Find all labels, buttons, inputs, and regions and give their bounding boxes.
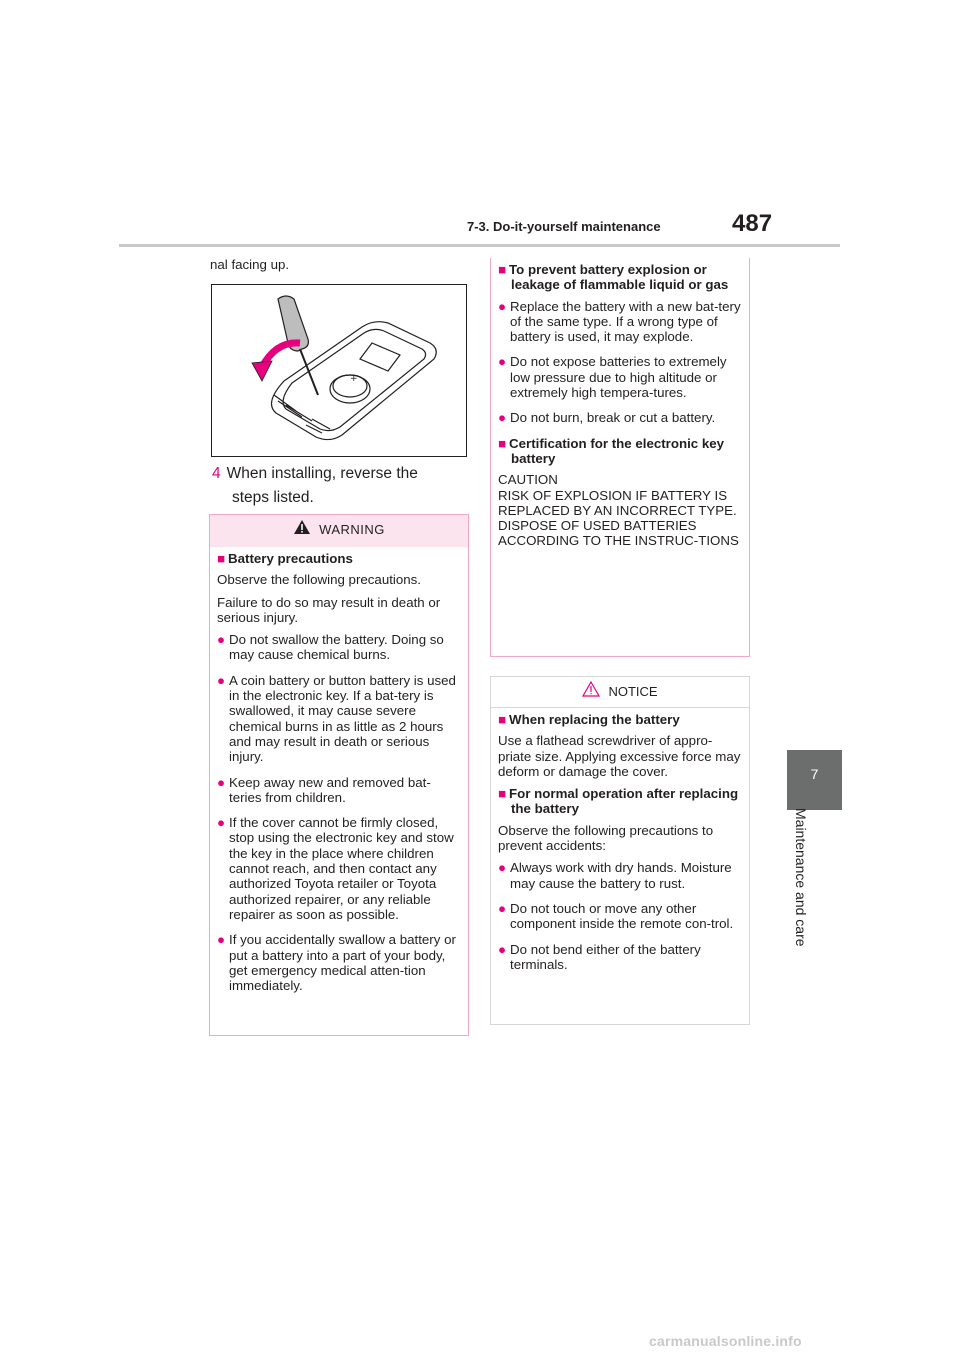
warning-title: WARNING <box>319 522 385 537</box>
caution-label: CAUTION <box>498 472 558 488</box>
list-item: ● If the cover cannot be firmly closed, stop using the electronic key and stow the key in the place where children cannot reach, and then contact any authorized Toyota retailer or Toyota authorized repairer, or any reliable repairer as soon as possible. <box>217 815 454 922</box>
notice-paragraph-1: Use a flathead screwdriver of appro-priate size. Applying excessive force may deform or damage the cover. <box>498 733 741 779</box>
svg-text:+: + <box>350 374 358 384</box>
bullet-icon: ● <box>498 410 507 426</box>
square-bullet-icon: ■ <box>498 262 507 277</box>
square-bullet-icon: ■ <box>498 712 507 727</box>
step-text-line1: When installing, reverse the <box>226 465 418 482</box>
explosion-heading: ■ To prevent battery explosion or leakage of flammable liquid or gas <box>498 262 729 293</box>
step-number: 4 <box>212 465 221 482</box>
warning-paragraph-1: Observe the following precautions. <box>217 572 421 588</box>
square-bullet-icon: ■ <box>217 551 226 566</box>
bullet-icon: ● <box>498 354 507 370</box>
warning-heading: ■ Battery precautions <box>217 551 353 566</box>
list-item: ● Replace the battery with a new bat-tery of the same type. If a wrong type of battery is used, it may explode. <box>498 298 741 345</box>
bullet-icon: ● <box>498 900 507 916</box>
list-item: ● Keep away new and removed bat-teries from children. <box>217 774 431 805</box>
watermark: carmanualsonline.info <box>649 1333 802 1349</box>
bullet-icon: ● <box>498 941 507 957</box>
square-bullet-icon: ■ <box>498 786 507 802</box>
chapter-number: 7 <box>810 766 819 782</box>
page-number: 487 <box>732 210 773 237</box>
list-item: ● If you accidentally swallow a battery or put a battery into a part of your body, get emergency medical atten-tion immediately. <box>217 932 456 994</box>
square-bullet-icon: ■ <box>498 435 507 451</box>
notice-heading-2: ■ For normal operation after replacing the battery <box>498 786 739 817</box>
warning-triangle-icon <box>293 516 311 546</box>
warning-paragraph-2: Failure to do so may result in death or serious injury. <box>217 594 441 625</box>
warning-box <box>209 514 469 1036</box>
notice-paragraph-2: Observe the following precautions to prevent accidents: <box>498 822 714 854</box>
list-item: ● A coin battery or button battery is used in the electronic key. If a bat-tery is swallowed, it may cause severe chemical burns in as little as 2 hours and may result in death or serious injury. <box>217 672 456 765</box>
bullet-icon: ● <box>217 672 226 688</box>
bullet-icon: ● <box>217 815 226 831</box>
key-fob-illustration <box>212 285 466 456</box>
list-item: ● Do not bend either of the battery terminals. <box>498 941 701 972</box>
section-title: 7-3. Do-it-yourself maintenance <box>467 219 661 234</box>
warning-header <box>210 515 468 547</box>
step-text-line2: steps listed. <box>232 489 314 506</box>
bullet-icon: ● <box>217 932 226 948</box>
notice-box <box>490 676 750 1025</box>
chapter-title-text: Maintenance and care <box>793 808 809 947</box>
warning-box-continued <box>490 258 750 657</box>
battery-replacement-illustration <box>211 284 467 457</box>
chapter-tab <box>787 750 842 810</box>
list-item: ● Do not expose batteries to extremely low pressure due to high altitude or extremely high tempera-tures. <box>498 354 727 401</box>
notice-title: NOTICE <box>608 684 658 699</box>
step-4 <box>212 462 472 510</box>
bullet-icon: ● <box>217 632 226 648</box>
chapter-title <box>793 808 813 978</box>
notice-header <box>491 677 749 708</box>
list-item: ● Do not burn, break or cut a battery. <box>498 410 716 426</box>
notice-heading-1: ■ When replacing the battery <box>498 712 680 727</box>
intro-text: nal facing up. <box>210 257 290 272</box>
bullet-icon: ● <box>217 774 226 790</box>
notice-triangle-icon <box>582 678 600 708</box>
header-divider <box>119 244 840 247</box>
list-item: ● Do not swallow the battery. Doing so may cause chemical burns. <box>217 632 444 663</box>
list-item: ● Always work with dry hands. Moisture may cause the battery to rust. <box>498 860 732 891</box>
certification-heading: ■ Certification for the electronic key battery <box>498 435 725 466</box>
bullet-icon: ● <box>498 860 507 876</box>
list-item: ● Do not touch or move any other component inside the remote con-trol. <box>498 900 734 932</box>
bullet-icon: ● <box>498 298 507 314</box>
caution-text: RISK OF EXPLOSION IF BATTERY IS REPLACED BY AN INCORRECT TYPE. DISPOSE OF USED BATTERIES ACCORDING TO THE INSTRUC-TIONS <box>498 487 739 549</box>
